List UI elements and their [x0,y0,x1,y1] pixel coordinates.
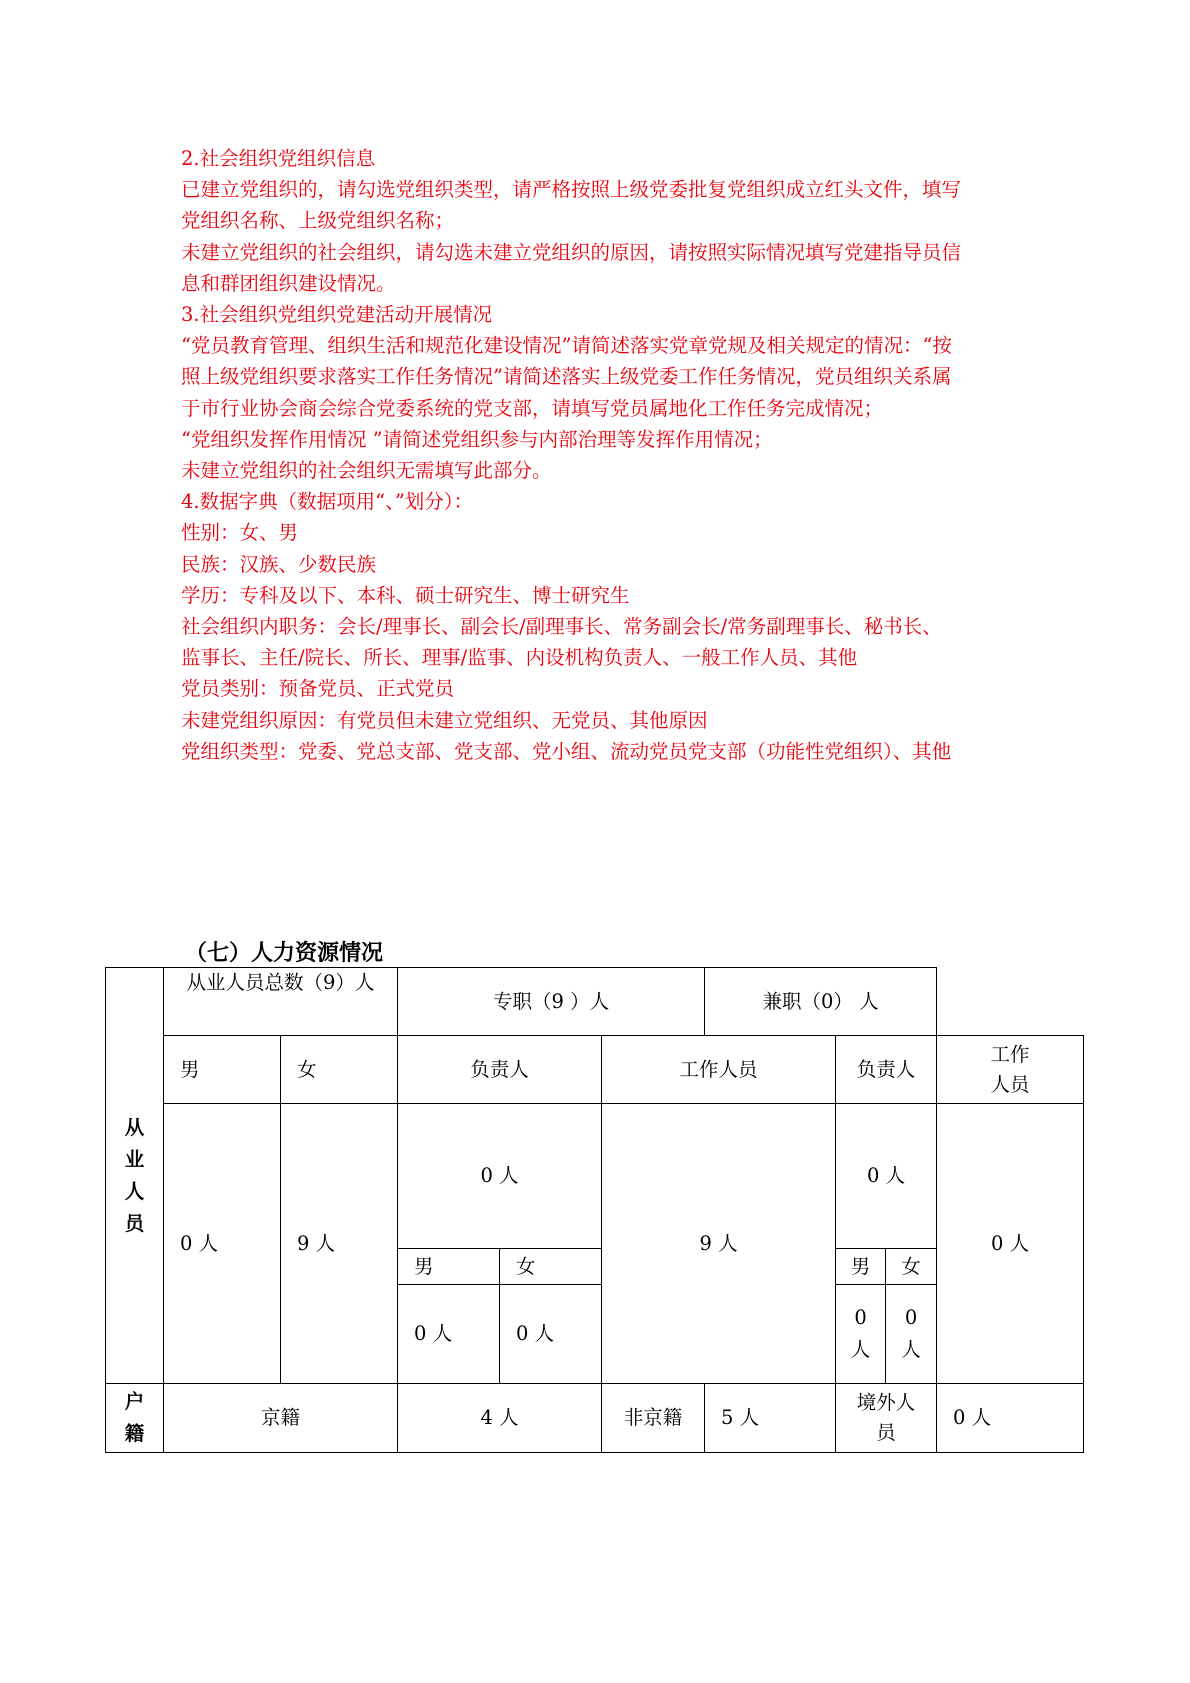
human-resources-table [105,967,1084,1453]
note-line: 3.社会组织党组织党建活动开展情况 [181,303,493,327]
pt-leader-female-count [886,1285,937,1384]
parttime-header: 兼职（0） 人 [705,968,937,1036]
note-line: 未建党组织原因：有党员但未建立党组织、无党员、其他原因 [181,708,708,732]
female-count: 9 人 [281,1104,398,1384]
ft-leader-header: 负责人 [398,1036,602,1104]
pt-leader-female-header: 女 [886,1249,937,1285]
non-beijing-label: 非京籍 [602,1384,705,1453]
male-header: 男 [164,1036,281,1104]
non-beijing-count: 5 人 [705,1384,836,1453]
row-label-staff [106,968,164,1384]
ft-leader-female-header: 女 [500,1249,602,1285]
pt-worker-header-text: 工作人员 [990,1042,1030,1096]
note-line: 社会组织内职务：会长/理事长、副会长/副理事长、常务副会长/常务副理事长、秘书长、 [181,615,942,639]
note-line: 未建立党组织的社会组织，请勾选未建立党组织的原因，请按照实际情况填写党建指导员信 [181,240,962,264]
pt-leader-male-header: 男 [836,1249,886,1285]
pt-leader-female-count-text: 0 人 [901,1306,921,1361]
note-line: 4.数据字典（数据项用“、”划分）： [181,490,474,514]
note-line: 照上级党组织要求落实工作任务情况”请简述落实上级党委工作任务情况，党员组织关系属 [181,365,952,389]
note-line: 性别：女、男 [181,521,299,545]
note-line: 民族：汉族、少数民族 [181,552,377,576]
note-line: 党组织名称、上级党组织名称； [181,209,455,233]
ft-leader-count: 0 人 [398,1104,602,1249]
pt-leader-male-count-text: 0 人 [850,1306,871,1361]
section-title: （七）人力资源情况 [185,941,384,966]
row-label-huji [106,1384,164,1453]
fulltime-header: 专职（9 ）人 [398,968,705,1036]
ft-leader-male-header: 男 [398,1249,500,1285]
female-header: 女 [281,1036,398,1104]
note-line: 已建立党组织的，请勾选党组织类型，请严格按照上级党委批复党组织成立红头文件，填写 [181,178,962,202]
note-line: 息和群团组织建设情况。 [181,271,396,295]
overseas-label-text: 境外人员 [856,1391,916,1444]
ft-leader-male-count: 0 人 [398,1285,500,1384]
ft-leader-female-count: 0 人 [500,1285,602,1384]
note-line: “党员教育管理、组织生活和规范化建设情况”请简述落实党章党规及相关规定的情况：“按 [181,334,952,358]
beijing-label: 京籍 [164,1384,398,1453]
ft-worker-count: 9 人 [602,1104,836,1384]
overseas-count: 0 人 [937,1384,1084,1453]
beijing-count: 4 人 [398,1384,602,1453]
pt-leader-header: 负责人 [836,1036,937,1104]
note-line: 党员类别：预备党员、正式党员 [181,677,455,701]
instruction-notes [181,143,1041,767]
pt-worker-header [937,1036,1084,1104]
note-line: “党组织发挥作用情况 ”请简述党组织参与内部治理等发挥作用情况； [181,427,773,451]
note-line: 学历：专科及以下、本科、硕士研究生、博士研究生 [181,583,630,607]
note-line: 监事长、主任/院长、所长、理事/监事、内设机构负责人、一般工作人员、其他 [181,646,858,670]
pt-worker-count: 0 人 [937,1104,1084,1384]
pt-leader-count: 0 人 [836,1104,937,1249]
note-line: 于市行业协会商会综合党委系统的党支部，请填写党员属地化工作任务完成情况； [181,396,884,420]
note-line: 未建立党组织的社会组织无需填写此部分。 [181,459,552,483]
note-line: 2.社会组织党组织信息 [181,147,376,170]
row-label-huji-text: 户籍 [124,1390,145,1445]
overseas-label [836,1384,937,1453]
row-label-staff-text: 从业人员 [124,1115,145,1235]
note-line: 党组织类型：党委、党总支部、党支部、党小组、流动党员党支部（功能性党组织）、其他 [181,739,952,763]
ft-worker-header: 工作人员 [602,1036,836,1104]
pt-leader-male-count [836,1285,886,1384]
total-staff-cell: 从业人员总数（9）人 [164,968,398,1036]
male-count: 0 人 [164,1104,281,1384]
